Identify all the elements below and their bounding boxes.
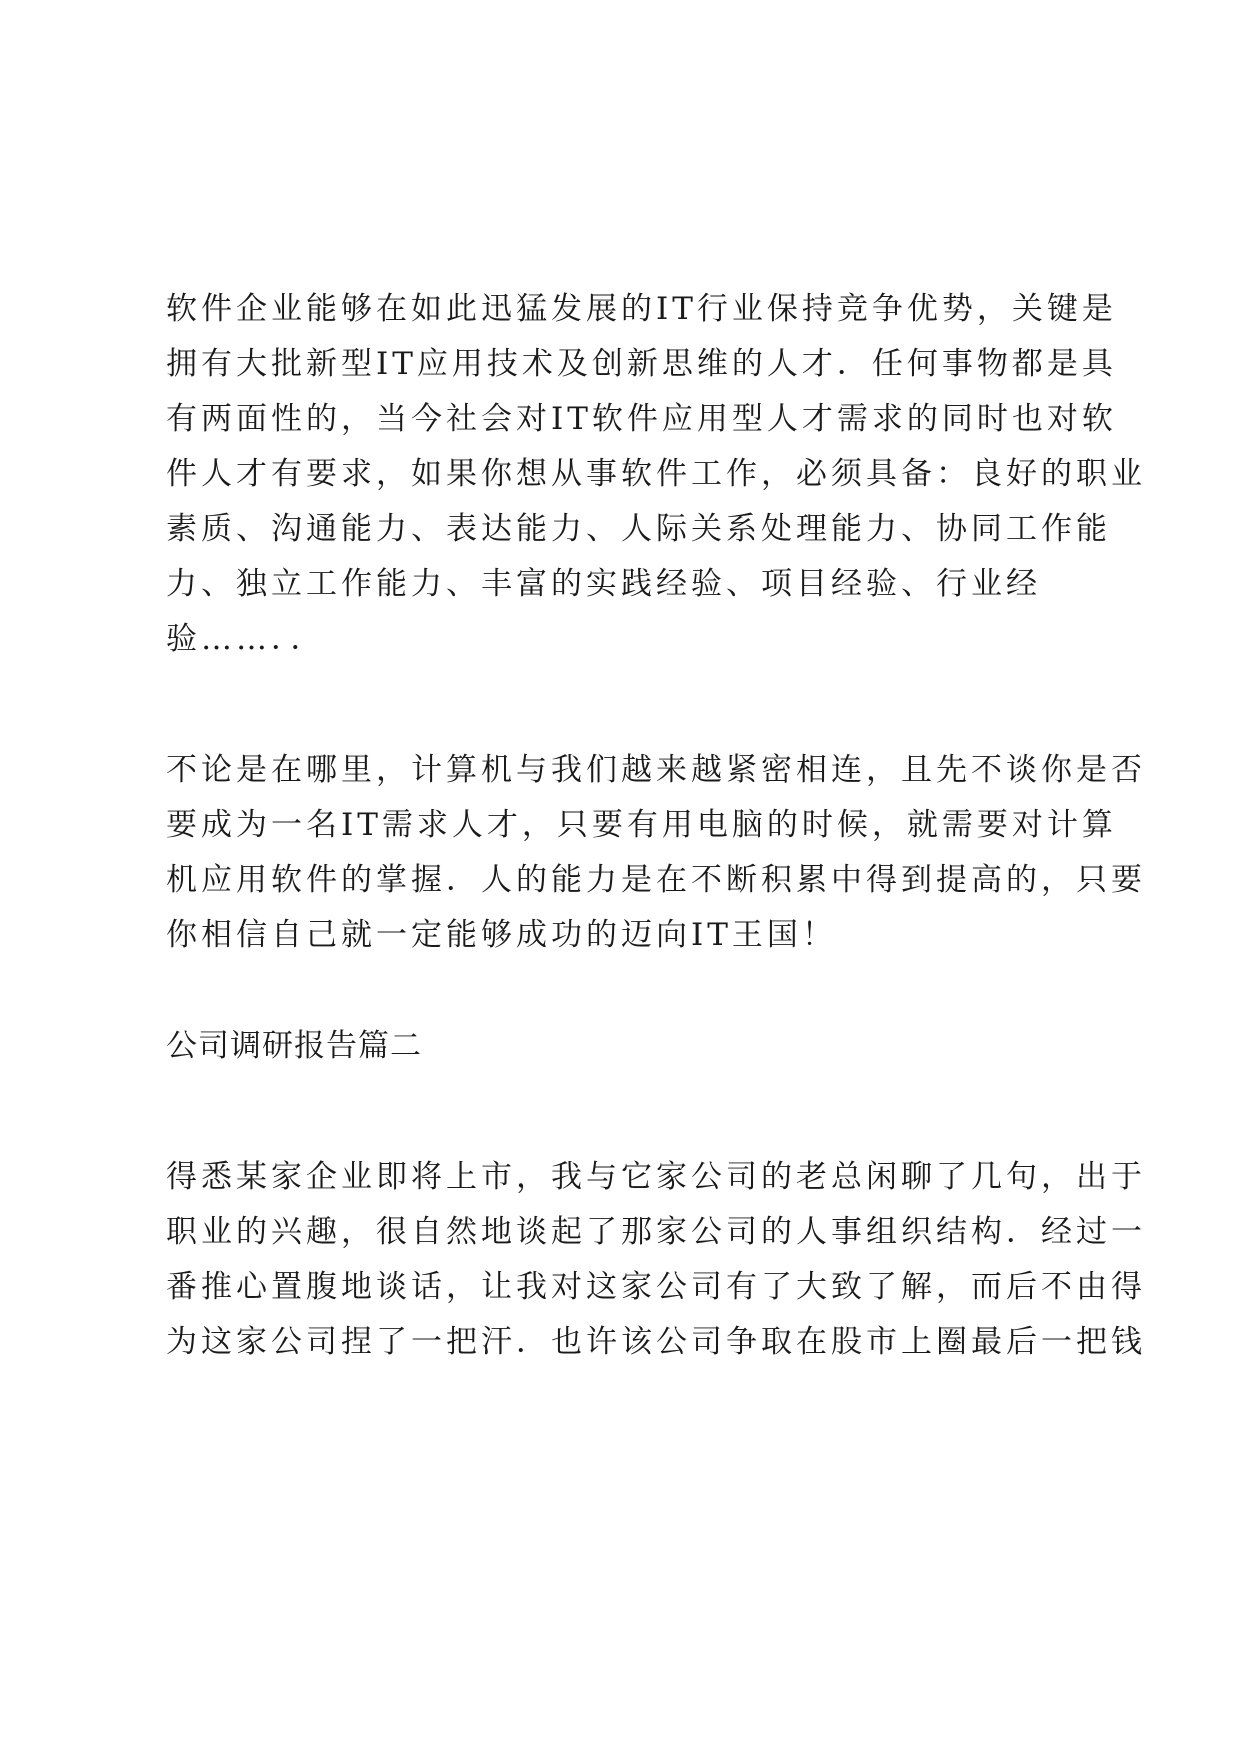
text-line: 验……．． <box>166 621 326 657</box>
paragraph-3 <box>166 1150 1146 1370</box>
section-heading: 公司调研报告篇二 <box>166 1028 422 1064</box>
text-line: 素质、沟通能力、表达能力、人际关系处理能力、协同工作能 <box>166 511 1111 547</box>
text-line: 力、独立工作能力、丰富的实践经验、项目经验、行业经 <box>166 566 1041 602</box>
text-line: 要成为一名IT需求人才，只要有用电脑的时候，就需要对计算 <box>166 807 1117 843</box>
text-line: 机应用软件的掌握．人的能力是在不断积累中得到提高的，只要 <box>166 862 1146 898</box>
document-body <box>166 282 1146 1370</box>
text-line: 为这家公司捏了一把汗．也许该公司争取在股市上圈最后一把钱 <box>166 1324 1146 1360</box>
text-line: 软件企业能够在如此迅猛发展的IT行业保持竞争优势，关键是 <box>166 291 1117 327</box>
text-line: 得悉某家企业即将上市，我与它家公司的老总闲聊了几句，出于 <box>166 1159 1146 1195</box>
text-line: 你相信自己就一定能够成功的迈向IT王国！ <box>166 917 837 953</box>
paragraph-1 <box>166 282 1146 667</box>
text-line: 番推心置腹地谈话，让我对这家公司有了大致了解，而后不由得 <box>166 1269 1146 1305</box>
text-line: 有两面性的，当今社会对IT软件应用型人才需求的同时也对软 <box>166 401 1117 437</box>
text-line: 职业的兴趣，很自然地谈起了那家公司的人事组织结构．经过一 <box>166 1214 1146 1250</box>
paragraph-2 <box>166 743 1146 963</box>
text-line: 不论是在哪里，计算机与我们越来越紧密相连，且先不谈你是否 <box>166 752 1146 788</box>
text-line: 拥有大批新型IT应用技术及创新思维的人才．任何事物都是具 <box>166 346 1117 382</box>
text-line: 件人才有要求，如果你想从事软件工作，必须具备：良好的职业 <box>166 456 1146 492</box>
